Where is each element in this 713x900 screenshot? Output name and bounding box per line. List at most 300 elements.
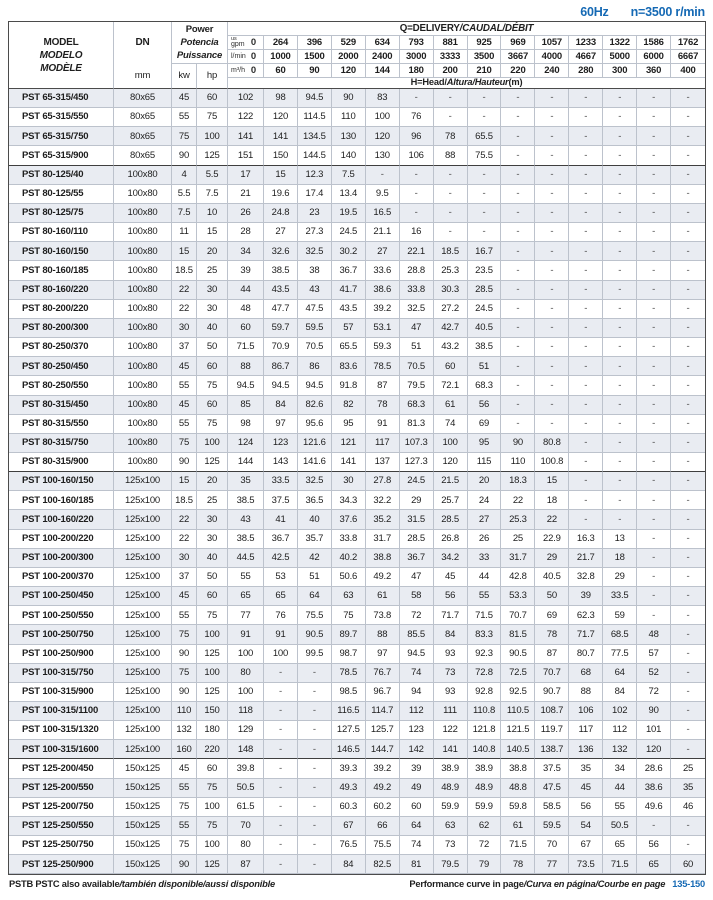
head-value-cell: 125.7 — [366, 721, 400, 740]
head-value-cell: - — [603, 319, 637, 338]
gpm-unit-label-top: us — [231, 36, 237, 43]
head-value-cell: 38.9 — [434, 759, 468, 778]
head-value-cell: 39 — [228, 261, 264, 280]
head-value-cell: - — [603, 453, 637, 472]
model-cell: PST 125-250/750 — [9, 836, 114, 855]
head-value-cell: - — [603, 108, 637, 127]
model-cell: PST 80-125/55 — [9, 185, 114, 204]
head-value-cell: 15 — [264, 166, 298, 185]
head-value-cell: 115 — [468, 453, 502, 472]
head-value-cell: 50 — [535, 587, 569, 606]
head-value-cell: - — [298, 817, 332, 836]
dn-cell: 100x80 — [114, 281, 172, 300]
head-value-cell: 42.5 — [264, 549, 298, 568]
head-value-cell: 76.5 — [332, 836, 366, 855]
head-value-cell: - — [535, 146, 569, 165]
q-header-value: 264 — [264, 36, 298, 50]
head-value-cell: 35.7 — [298, 530, 332, 549]
head-value-cell: - — [501, 281, 535, 300]
head-value-cell: - — [535, 108, 569, 127]
head-value-cell: 49.6 — [637, 798, 671, 817]
head-value-cell: 47 — [400, 568, 434, 587]
kw-cell: 75 — [172, 836, 197, 855]
head-value-cell: - — [637, 530, 671, 549]
head-value-cell: 32.5 — [298, 242, 332, 261]
head-value-cell: 120 — [366, 127, 400, 146]
head-value-cell: 65 — [228, 587, 264, 606]
head-value-cell: 25 — [501, 530, 535, 549]
head-value-cell: - — [637, 319, 671, 338]
q-header-value: 969 — [501, 36, 535, 50]
head-value-cell: 59.5 — [298, 319, 332, 338]
hp-cell: 125 — [197, 146, 228, 165]
head-value-cell: 60 — [400, 798, 434, 817]
head-value-cell: - — [671, 204, 705, 223]
head-value-cell: 140 — [332, 146, 366, 165]
head-value-cell: 33 — [468, 549, 502, 568]
head-value-cell: 94.5 — [298, 376, 332, 395]
head-value-cell: - — [501, 338, 535, 357]
head-value-cell: 39.3 — [332, 759, 366, 778]
head-value-cell: 51 — [400, 338, 434, 357]
head-value-cell: - — [671, 510, 705, 529]
head-value-cell: 27 — [264, 223, 298, 242]
model-cell: PST 100-160/185 — [9, 491, 114, 510]
head-value-cell: - — [603, 223, 637, 242]
head-value-cell: 21.5 — [434, 472, 468, 491]
q-header-value: 4000 — [535, 50, 569, 64]
kw-cell: 55 — [172, 606, 197, 625]
q-header-value: 180 — [400, 64, 434, 78]
head-value-cell: - — [637, 453, 671, 472]
model-cell: PST 125-200/750 — [9, 798, 114, 817]
head-value-cell: - — [671, 357, 705, 376]
head-value-cell: 64 — [603, 664, 637, 683]
head-value-cell: 82.5 — [366, 855, 400, 874]
hp-cell: 100 — [197, 836, 228, 855]
hp-cell: 125 — [197, 645, 228, 664]
dn-cell: 100x80 — [114, 338, 172, 357]
q-header-value: 4667 — [569, 50, 603, 64]
kw-cell: 90 — [172, 645, 197, 664]
head-value-cell: - — [468, 204, 502, 223]
head-value-cell: - — [535, 223, 569, 242]
head-value-cell: 38.6 — [637, 779, 671, 798]
head-value-cell: 94 — [400, 683, 434, 702]
head-value-cell: 59.3 — [366, 338, 400, 357]
kw-cell: 37 — [172, 338, 197, 357]
head-value-cell: - — [637, 568, 671, 587]
dn-cell: 100x80 — [114, 319, 172, 338]
head-value-cell: 81.5 — [501, 625, 535, 644]
kw-cell: 22 — [172, 300, 197, 319]
head-value-cell: 121.8 — [468, 721, 502, 740]
head-value-cell: 80.8 — [535, 434, 569, 453]
head-value-cell: 16.5 — [366, 204, 400, 223]
head-value-cell: - — [637, 510, 671, 529]
head-title-italic: Altura/Hauteur — [446, 77, 509, 88]
head-value-cell: 39 — [569, 587, 603, 606]
head-value-cell: 55 — [468, 587, 502, 606]
head-value-cell: - — [603, 510, 637, 529]
head-value-cell: 71.5 — [603, 855, 637, 874]
hp-cell: 75 — [197, 376, 228, 395]
head-value-cell: 50.5 — [228, 779, 264, 798]
footer-availability-note — [9, 879, 275, 889]
head-value-cell: - — [603, 434, 637, 453]
hp-cell: 75 — [197, 415, 228, 434]
head-value-cell: 55 — [603, 798, 637, 817]
dn-cell: 80x65 — [114, 89, 172, 108]
head-value-cell: 76 — [264, 606, 298, 625]
head-value-cell: 65 — [637, 855, 671, 874]
dn-cell: 150x125 — [114, 855, 172, 874]
head-value-cell: 118 — [228, 702, 264, 721]
head-value-cell: - — [569, 146, 603, 165]
dn-cell: 100x80 — [114, 396, 172, 415]
head-value-cell: 34.2 — [434, 549, 468, 568]
head-value-cell: - — [603, 281, 637, 300]
head-value-cell: 76.7 — [366, 664, 400, 683]
head-value-cell: 112 — [400, 702, 434, 721]
head-value-cell: - — [569, 261, 603, 280]
q-header-value: 120 — [332, 64, 366, 78]
head-value-cell: 78.5 — [366, 357, 400, 376]
dn-cell: 125x100 — [114, 740, 172, 759]
head-value-cell: 64 — [298, 587, 332, 606]
q-header-value: 5000 — [603, 50, 637, 64]
head-value-cell: 42.8 — [501, 568, 535, 587]
lmin-zero-value: 0 — [250, 50, 256, 62]
kw-cell: 18.5 — [172, 261, 197, 280]
head-value-cell: - — [535, 261, 569, 280]
head-value-cell: 93 — [434, 645, 468, 664]
kw-cell: 55 — [172, 817, 197, 836]
head-value-cell: 43.5 — [264, 281, 298, 300]
kw-cell: 30 — [172, 319, 197, 338]
head-value-cell: 97 — [366, 645, 400, 664]
head-value-cell: - — [637, 338, 671, 357]
head-value-cell: - — [637, 357, 671, 376]
head-value-cell: 29 — [603, 568, 637, 587]
dn-cell: 125x100 — [114, 721, 172, 740]
head-value-cell: 49.3 — [332, 779, 366, 798]
head-value-cell: 91 — [264, 625, 298, 644]
q-header-value: 1586 — [637, 36, 671, 50]
model-cell: PST 80-200/220 — [9, 300, 114, 319]
head-value-cell: 140.8 — [468, 740, 502, 759]
head-value-cell: 117 — [569, 721, 603, 740]
head-value-cell: 48 — [228, 300, 264, 319]
model-cell: PST 100-250/750 — [9, 625, 114, 644]
head-value-cell: 79 — [468, 855, 502, 874]
head-value-cell: 58.5 — [535, 798, 569, 817]
head-value-cell: 60.3 — [332, 798, 366, 817]
head-value-cell: 72.1 — [434, 376, 468, 395]
head-value-cell: - — [535, 89, 569, 108]
head-value-cell: 121 — [332, 434, 366, 453]
head-value-cell: 33.5 — [264, 472, 298, 491]
model-cell: PST 80-125/75 — [9, 204, 114, 223]
head-value-cell: - — [535, 185, 569, 204]
head-value-cell: 63 — [434, 817, 468, 836]
head-value-cell: - — [671, 146, 705, 165]
head-value-cell: 94.5 — [298, 89, 332, 108]
head-value-cell: 144 — [228, 453, 264, 472]
model-cell: PST 100-160/150 — [9, 472, 114, 491]
dn-cell: 125x100 — [114, 587, 172, 606]
head-value-cell: 94.5 — [400, 645, 434, 664]
head-value-cell: - — [671, 721, 705, 740]
head-value-cell: - — [671, 281, 705, 300]
head-value-cell: 64 — [400, 817, 434, 836]
q-header-value: 2400 — [366, 50, 400, 64]
hp-cell: 125 — [197, 453, 228, 472]
model-cell: PST 80-250/370 — [9, 338, 114, 357]
head-value-cell: - — [501, 223, 535, 242]
head-value-cell: 130 — [332, 127, 366, 146]
q-header-value: 144 — [366, 64, 400, 78]
kw-cell: 22 — [172, 281, 197, 300]
model-cell: PST 100-200/220 — [9, 530, 114, 549]
head-value-cell: 83.3 — [468, 625, 502, 644]
head-value-cell: - — [569, 510, 603, 529]
head-value-cell: 25.7 — [434, 491, 468, 510]
head-value-cell: 40.2 — [332, 549, 366, 568]
head-value-cell: 57 — [332, 319, 366, 338]
head-value-cell: 9.5 — [366, 185, 400, 204]
head-value-cell: - — [535, 281, 569, 300]
head-value-cell: 102 — [228, 89, 264, 108]
head-value-cell: 75.5 — [298, 606, 332, 625]
kw-cell: 45 — [172, 759, 197, 778]
head-value-cell: - — [434, 166, 468, 185]
head-value-cell: - — [468, 223, 502, 242]
kw-cell: 45 — [172, 89, 197, 108]
head-value-cell: 88 — [434, 146, 468, 165]
head-value-cell: 89.7 — [332, 625, 366, 644]
q-header-value: 1762 — [671, 36, 705, 50]
head-value-cell: 42.7 — [434, 319, 468, 338]
dn-cell: 100x80 — [114, 223, 172, 242]
head-value-cell: - — [264, 817, 298, 836]
head-value-cell: 150 — [264, 146, 298, 165]
hp-cell: 30 — [197, 510, 228, 529]
dn-cell: 80x65 — [114, 108, 172, 127]
head-value-cell: 85 — [228, 396, 264, 415]
head-value-cell: 142 — [400, 740, 434, 759]
head-value-cell: 90 — [501, 434, 535, 453]
head-value-cell: 50.6 — [332, 568, 366, 587]
head-value-cell: 95 — [332, 415, 366, 434]
dn-cell: 125x100 — [114, 606, 172, 625]
head-value-cell: 95.6 — [298, 415, 332, 434]
head-value-cell: - — [400, 166, 434, 185]
head-value-cell: 70 — [228, 817, 264, 836]
head-title-plain: H=Head/ — [410, 77, 447, 88]
m3h-zero-value: 0 — [250, 64, 256, 76]
head-value-cell: - — [671, 89, 705, 108]
head-value-cell: 68.5 — [603, 625, 637, 644]
head-value-cell: 50.5 — [603, 817, 637, 836]
head-value-cell: 70.9 — [264, 338, 298, 357]
head-value-cell: 96.7 — [366, 683, 400, 702]
head-value-cell: 17 — [228, 166, 264, 185]
dn-cell: 125x100 — [114, 491, 172, 510]
model-cell: PST 100-160/220 — [9, 510, 114, 529]
kw-cell: 45 — [172, 587, 197, 606]
head-value-cell: 44.5 — [228, 549, 264, 568]
head-value-cell: 85.5 — [400, 625, 434, 644]
head-value-cell: 34 — [603, 759, 637, 778]
head-value-cell: 136 — [569, 740, 603, 759]
head-value-cell: 47.5 — [298, 300, 332, 319]
head-value-cell: - — [637, 223, 671, 242]
power-header-line: Puissance — [176, 50, 223, 61]
head-title-suffix: (m) — [508, 77, 523, 88]
kw-cell: 5.5 — [172, 185, 197, 204]
head-value-cell: - — [671, 530, 705, 549]
head-value-cell: 7.5 — [332, 166, 366, 185]
head-value-cell: - — [535, 338, 569, 357]
head-value-cell: - — [637, 204, 671, 223]
kw-cell: 30 — [172, 549, 197, 568]
head-value-cell: 78 — [501, 855, 535, 874]
dn-cell: 150x125 — [114, 836, 172, 855]
head-value-cell: 16.3 — [569, 530, 603, 549]
head-value-cell: - — [637, 281, 671, 300]
q-header-value: 240 — [535, 64, 569, 78]
model-cell: PST 80-160/150 — [9, 242, 114, 261]
hp-cell: 20 — [197, 472, 228, 491]
head-value-cell: - — [603, 415, 637, 434]
head-value-cell: 98.5 — [332, 683, 366, 702]
head-value-cell: - — [298, 798, 332, 817]
model-cell: PST 80-160/220 — [9, 281, 114, 300]
head-value-cell: 27.3 — [298, 223, 332, 242]
head-value-cell: 33.5 — [603, 587, 637, 606]
head-value-cell: 24 — [468, 491, 502, 510]
head-value-cell: 34 — [228, 242, 264, 261]
head-value-cell: - — [569, 223, 603, 242]
head-value-cell: 38.8 — [501, 759, 535, 778]
head-value-cell: - — [501, 376, 535, 395]
gpm-unit-label-main: gpm — [231, 40, 245, 48]
head-value-cell: 87 — [228, 855, 264, 874]
power-header-line: Potencia — [180, 37, 219, 48]
head-value-cell: 119.7 — [535, 721, 569, 740]
head-value-cell: 73 — [434, 664, 468, 683]
head-value-cell: 13 — [603, 530, 637, 549]
head-value-cell: - — [298, 759, 332, 778]
head-value-cell: - — [501, 89, 535, 108]
head-value-cell: 34.3 — [332, 491, 366, 510]
q-header-value: 3333 — [434, 50, 468, 64]
head-value-cell: - — [637, 396, 671, 415]
head-value-cell: 90.5 — [501, 645, 535, 664]
head-value-cell: 78.5 — [332, 664, 366, 683]
head-value-cell: 77.5 — [603, 645, 637, 664]
head-value-cell: - — [671, 568, 705, 587]
dn-cell: 100x80 — [114, 242, 172, 261]
head-value-cell: 30.2 — [332, 242, 366, 261]
kw-cell: 75 — [172, 127, 197, 146]
head-value-cell: 66 — [366, 817, 400, 836]
dn-label: DN — [135, 36, 150, 48]
footer-left-plain: PSTB PSTC also available — [9, 879, 120, 890]
head-value-cell: 74 — [400, 664, 434, 683]
head-value-cell: - — [569, 472, 603, 491]
q-header-value: 881 — [434, 36, 468, 50]
head-value-cell: 32.6 — [264, 242, 298, 261]
head-value-cell: 127.5 — [332, 721, 366, 740]
head-value-cell: - — [468, 89, 502, 108]
head-value-cell: - — [535, 357, 569, 376]
head-value-cell: 48.9 — [434, 779, 468, 798]
hp-cell: 60 — [197, 89, 228, 108]
head-value-cell: 27 — [468, 510, 502, 529]
head-value-cell: 38.5 — [228, 530, 264, 549]
head-value-cell: 69 — [535, 606, 569, 625]
power-header-line: Power — [185, 24, 214, 35]
head-value-cell: 32.8 — [569, 568, 603, 587]
head-value-cell: 73.5 — [569, 855, 603, 874]
head-value-cell: - — [569, 396, 603, 415]
head-value-cell: - — [569, 319, 603, 338]
head-value-cell: 60 — [671, 855, 705, 874]
head-value-cell: - — [298, 779, 332, 798]
head-value-cell: 90 — [637, 702, 671, 721]
head-value-cell: 39 — [400, 759, 434, 778]
head-value-cell: - — [535, 396, 569, 415]
head-value-cell: 22.1 — [400, 242, 434, 261]
hp-cell: 100 — [197, 798, 228, 817]
hp-cell: 60 — [197, 759, 228, 778]
head-value-cell: 43 — [298, 281, 332, 300]
head-value-cell: 47 — [400, 319, 434, 338]
model-cell: PST 65-315/900 — [9, 146, 114, 165]
head-value-cell: 62.3 — [569, 606, 603, 625]
model-cell: PST 100-250/550 — [9, 606, 114, 625]
q-header-value: 6667 — [671, 50, 705, 64]
dn-cell: 80x65 — [114, 127, 172, 146]
head-value-cell: 95 — [468, 434, 502, 453]
head-value-cell: - — [400, 185, 434, 204]
kw-cell: 160 — [172, 740, 197, 759]
head-value-cell: 47.5 — [535, 779, 569, 798]
model-cell: PST 100-315/900 — [9, 683, 114, 702]
dn-cell: 100x80 — [114, 453, 172, 472]
head-value-cell: 12.3 — [298, 166, 332, 185]
head-value-cell: 31.7 — [501, 549, 535, 568]
head-value-cell: 28 — [228, 223, 264, 242]
delivery-title — [228, 22, 705, 36]
kw-cell: 4 — [172, 166, 197, 185]
head-value-cell: 56 — [468, 396, 502, 415]
model-cell: PST 80-250/550 — [9, 376, 114, 395]
head-value-cell: 19.6 — [264, 185, 298, 204]
head-value-cell: 79.5 — [434, 855, 468, 874]
head-value-cell: 48.9 — [468, 779, 502, 798]
head-value-cell: 23 — [298, 204, 332, 223]
hp-cell: 25 — [197, 261, 228, 280]
head-value-cell: 65 — [264, 587, 298, 606]
head-value-cell: 21.7 — [569, 549, 603, 568]
head-value-cell: 28.5 — [434, 510, 468, 529]
head-value-cell: 35 — [671, 779, 705, 798]
head-value-cell: - — [671, 587, 705, 606]
head-value-cell: 91 — [228, 625, 264, 644]
